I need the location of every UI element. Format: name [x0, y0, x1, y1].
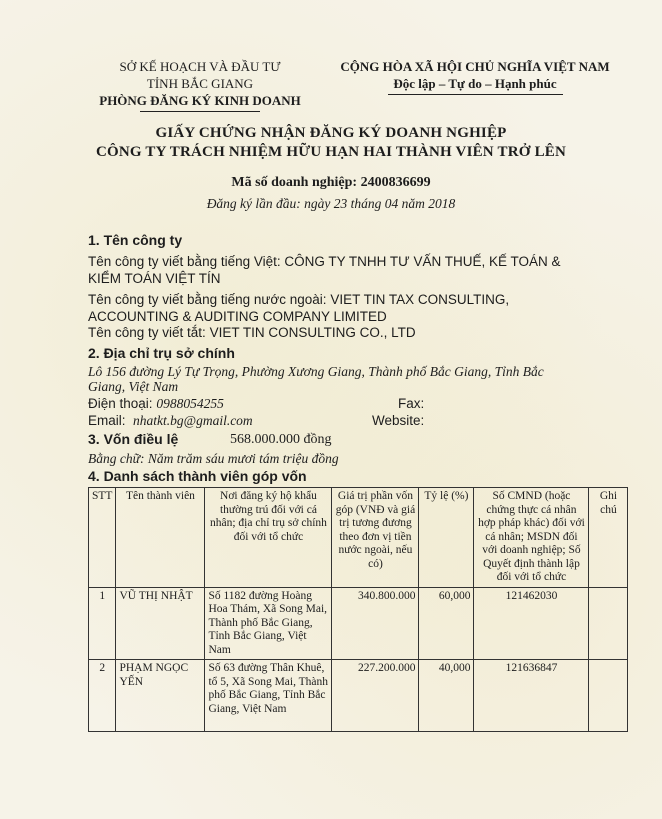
tax-code: Mã số doanh nghiệp: 2400836699: [231, 175, 431, 190]
address-line-1: Lô 156 đường Lý Tự Trọng, Phường Xương Giang, Thành phố Bắc Giang, Tỉnh Bắc: [88, 364, 544, 379]
authority-line-3: PHÒNG ĐĂNG KÝ KINH DOANH: [99, 93, 301, 108]
section-1-heading: 1. Tên công ty: [88, 232, 183, 248]
first-registration-date: Đăng ký lần đầu: ngày 23 tháng 04 năm 2018: [206, 196, 456, 211]
foreign-name-1: VIET TIN TAX CONSULTING,: [330, 292, 510, 307]
row-member-name: PHẠM NGỌC YẾN: [116, 660, 205, 732]
section-4-heading: 4. Danh sách thành viên góp vốn: [88, 468, 307, 484]
table-row: [89, 660, 628, 732]
authority-line-2: TỈNH BẮC GIANG: [146, 76, 254, 91]
motto: Độc lập – Tự do – Hạnh phúc: [393, 76, 557, 91]
website-label: Website:: [372, 413, 425, 428]
national-motto: [330, 58, 620, 95]
row-member-name: VŨ THỊ NHẬT: [116, 587, 205, 660]
members-table-header: [89, 488, 628, 588]
vietnamese-name-line: [88, 254, 561, 269]
motto-underline: [388, 94, 563, 95]
company-type-title: CÔNG TY TRÁCH NHIỆM HỮU HẠN HAI THÀNH VIÊN TRỞ LÊN: [95, 144, 567, 160]
row-note: [589, 587, 628, 660]
short-name-label: Tên công ty viết tắt:: [88, 325, 206, 340]
phone-line: [88, 396, 224, 412]
row-ratio: 40,000: [419, 660, 474, 732]
address-line-2: Giang, Việt Nam: [88, 379, 179, 394]
authority-line-1: SỞ KẾ HOẠCH VÀ ĐẦU TƯ: [119, 59, 281, 74]
foreign-name-label: Tên công ty viết bằng tiếng nước ngoài:: [88, 292, 327, 307]
col-capital: Giá trị phần vốn góp (VNĐ và giá trị tương đương theo đơn vị tiền nước ngoài, nếu có): [332, 488, 419, 588]
country-name: CỘNG HÒA XÃ HỘI CHỦ NGHĨA VIỆT NAM: [340, 59, 610, 74]
col-member-name: Tên thành viên: [116, 488, 205, 588]
table-row: [89, 587, 628, 660]
vietnamese-name-label: Tên công ty viết bằng tiếng Việt:: [88, 254, 281, 269]
row-id-number: 121462030: [474, 587, 589, 660]
short-name-line: [88, 325, 416, 340]
issuing-authority: [70, 58, 330, 112]
row-capital: 340.800.000: [332, 587, 419, 660]
document-title: GIẤY CHỨNG NHẬN ĐĂNG KÝ DOANH NGHIỆP: [155, 125, 507, 141]
email-address: nhatkt.bg@gmail.com: [133, 413, 253, 428]
section-3-heading: 3. Vốn điều lệ: [88, 431, 179, 447]
authority-underline: [140, 111, 260, 112]
col-address: Nơi đăng ký hộ khẩu thường trú đối với cá nhân; địa chỉ trụ sở chính đối với tổ chức: [205, 488, 332, 588]
charter-capital-in-words: Bằng chữ: Năm trăm sáu mươi tám triệu đồng: [88, 451, 339, 466]
col-ratio: Tỷ lệ (%): [419, 488, 474, 588]
foreign-name-2: ACCOUNTING & AUDITING COMPANY LIMITED: [88, 309, 387, 324]
phone-label: Điện thoại:: [88, 396, 153, 411]
row-capital: 227.200.000: [332, 660, 419, 732]
short-name: VIET TIN CONSULTING CO., LTD: [209, 325, 416, 340]
phone-number: 0988054255: [156, 396, 224, 411]
email-line: [88, 413, 253, 429]
row-stt: 1: [89, 587, 116, 660]
vietnamese-name-2: KIỂM TOÁN VIỆT TÍN: [88, 271, 221, 286]
members-table: [88, 487, 628, 732]
col-note: Ghi chú: [589, 488, 628, 588]
row-address: Số 63 đường Thân Khuê, tổ 5, Xã Song Mai, Thành phố Bắc Giang, Tỉnh Bắc Giang, Việt Nam: [205, 660, 332, 732]
row-ratio: 60,000: [419, 587, 474, 660]
row-id-number: 121636847: [474, 660, 589, 732]
row-stt: 2: [89, 660, 116, 732]
section-2-heading: 2. Địa chỉ trụ sở chính: [88, 345, 235, 361]
email-label: Email:: [88, 413, 126, 428]
col-id-number: Số CMND (hoặc chứng thực cá nhân hợp pháp khác) đối với cá nhân; MSDN đối với doanh nghiệp; Số Quyết định thành lập đối với tổ chức: [474, 488, 589, 588]
foreign-name-line: [88, 292, 509, 307]
fax-label: Fax:: [398, 396, 425, 411]
row-address: Số 1182 đường Hoàng Hoa Thám, Xã Song Mai, Thành phố Bắc Giang, Tỉnh Bắc Giang, Việt Nam: [205, 587, 332, 660]
col-stt: STT: [89, 488, 116, 588]
vietnamese-name-1: CÔNG TY TNHH TƯ VẤN THUẾ, KẾ TOÁN &: [284, 254, 561, 269]
charter-capital-amount: 568.000.000 đồng: [230, 432, 332, 447]
row-note: [589, 660, 628, 732]
